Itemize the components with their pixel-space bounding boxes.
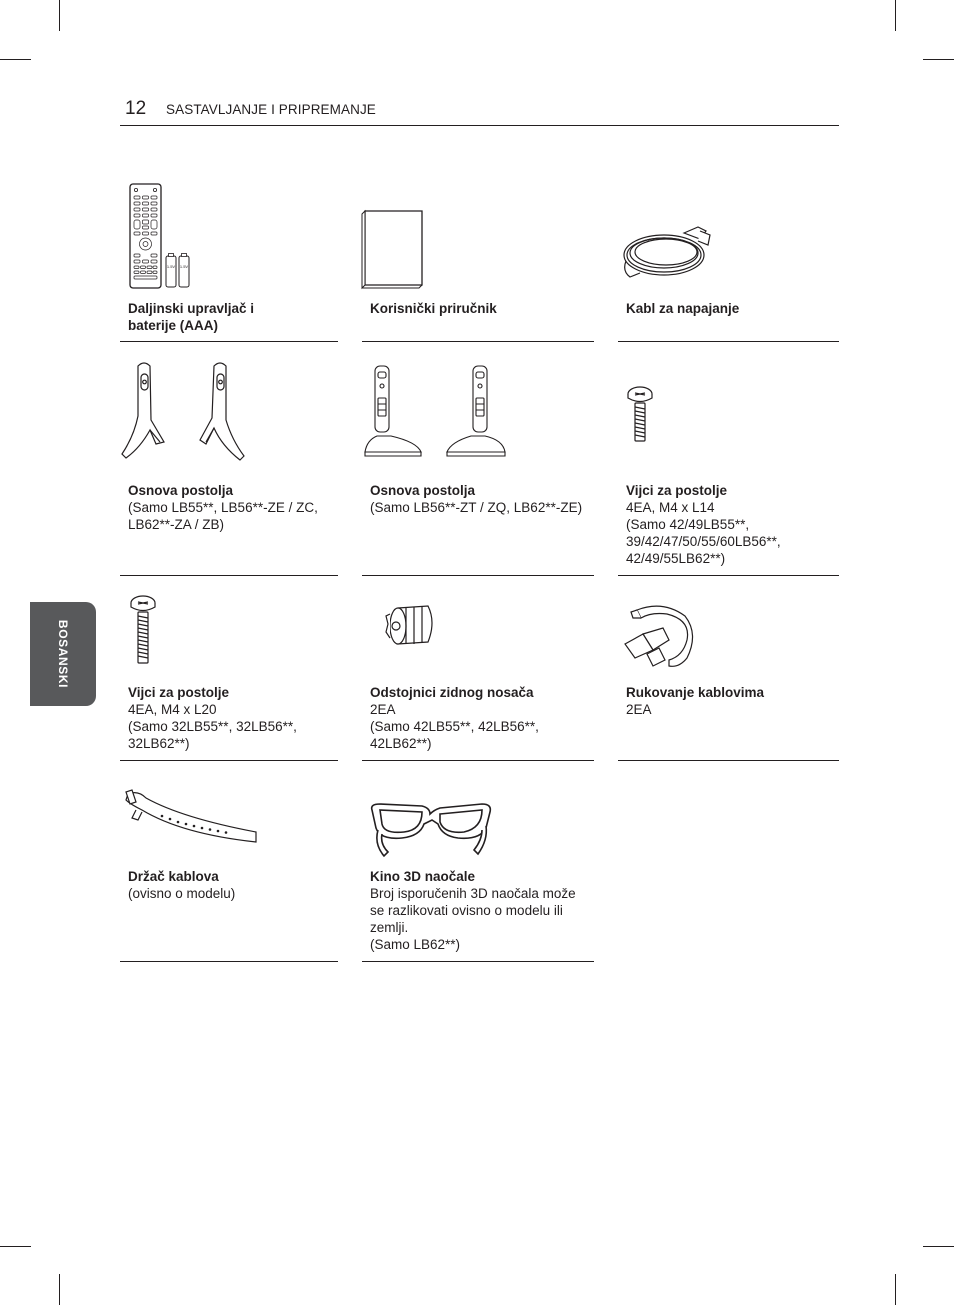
header-divider <box>120 125 839 126</box>
item-title: Kino 3D naočale <box>370 869 476 884</box>
crop-mark <box>0 59 31 60</box>
stand-base-feet-icon <box>361 362 511 462</box>
power-cable-icon <box>620 223 714 283</box>
item-title: Osnova postolja <box>128 483 234 498</box>
cable-tie-icon <box>122 788 260 848</box>
item-details: (Samo LB55**, LB56**-ZE / ZC, LB62**-ZA / ZB) <box>128 500 318 532</box>
language-tab-label-wrap <box>30 602 96 706</box>
item-details: (ovisno o modelu) <box>128 886 236 901</box>
crop-mark <box>59 1274 60 1305</box>
item-details: 4EA, M4 x L20 (Samo 32LB55**, 32LB56**, 32LB62**) <box>128 702 297 751</box>
language-tab-label: BOSANSKI <box>56 619 71 689</box>
stand-base-legs-icon <box>120 360 248 464</box>
item-details: 2EA (Samo 42LB55**, 42LB56**, 42LB62**) <box>370 702 539 751</box>
item-divider <box>618 575 839 576</box>
section-title: SASTAVLJANJE I PRIPREMANJE <box>166 102 376 117</box>
item-divider <box>362 341 594 342</box>
item-divider <box>618 760 839 761</box>
item-title: Rukovanje kablovima <box>626 685 765 700</box>
item-divider <box>120 760 338 761</box>
battery-label: 1.5V <box>179 264 189 269</box>
crop-mark <box>895 0 896 31</box>
item-divider <box>362 760 594 761</box>
item-title: Vijci za postolje <box>626 483 728 498</box>
item-divider <box>362 575 594 576</box>
item-details: 2EA <box>626 702 652 717</box>
crop-mark <box>895 1274 896 1305</box>
item-title: Korisnički priručnik <box>370 301 497 316</box>
item-title: Držač kablova <box>128 869 219 884</box>
crop-mark <box>923 1246 954 1247</box>
3d-glasses-icon <box>368 800 494 860</box>
item-divider <box>618 341 839 342</box>
remote-control-and-batteries-icon <box>128 182 192 290</box>
battery-label: 1.5V <box>166 264 176 269</box>
item-divider <box>120 341 338 342</box>
wall-mount-spacer-icon <box>384 602 438 648</box>
item-details: Broj isporučenih 3D naočala može se razlikovati ovisno o modelu ili zemlji. (Samo LB62**) <box>370 886 576 952</box>
crop-mark <box>59 0 60 31</box>
item-title: Odstojnici zidnog nosača <box>370 685 534 700</box>
item-details: (Samo LB56**-ZT / ZQ, LB62**-ZE) <box>370 500 583 515</box>
crop-mark <box>923 59 954 60</box>
item-divider <box>120 575 338 576</box>
crop-mark <box>0 1246 31 1247</box>
cable-holder-clip-icon <box>623 604 697 672</box>
user-manual-icon <box>361 209 425 289</box>
item-title: Osnova postolja <box>370 483 476 498</box>
item-title: Daljinski upravljač i baterije (AAA) <box>128 301 255 333</box>
item-title: Vijci za postolje <box>128 685 230 700</box>
item-divider <box>120 961 338 962</box>
item-divider <box>362 961 594 962</box>
item-title: Kabl za napajanje <box>626 301 740 316</box>
short-screw-icon <box>625 385 655 445</box>
page-number: 12 <box>125 98 147 119</box>
long-screw-icon <box>128 594 158 666</box>
item-details: 4EA, M4 x L14 (Samo 42/49LB55**, 39/42/47/50/55/60LB56**, 42/49/55LB62**) <box>626 500 781 566</box>
